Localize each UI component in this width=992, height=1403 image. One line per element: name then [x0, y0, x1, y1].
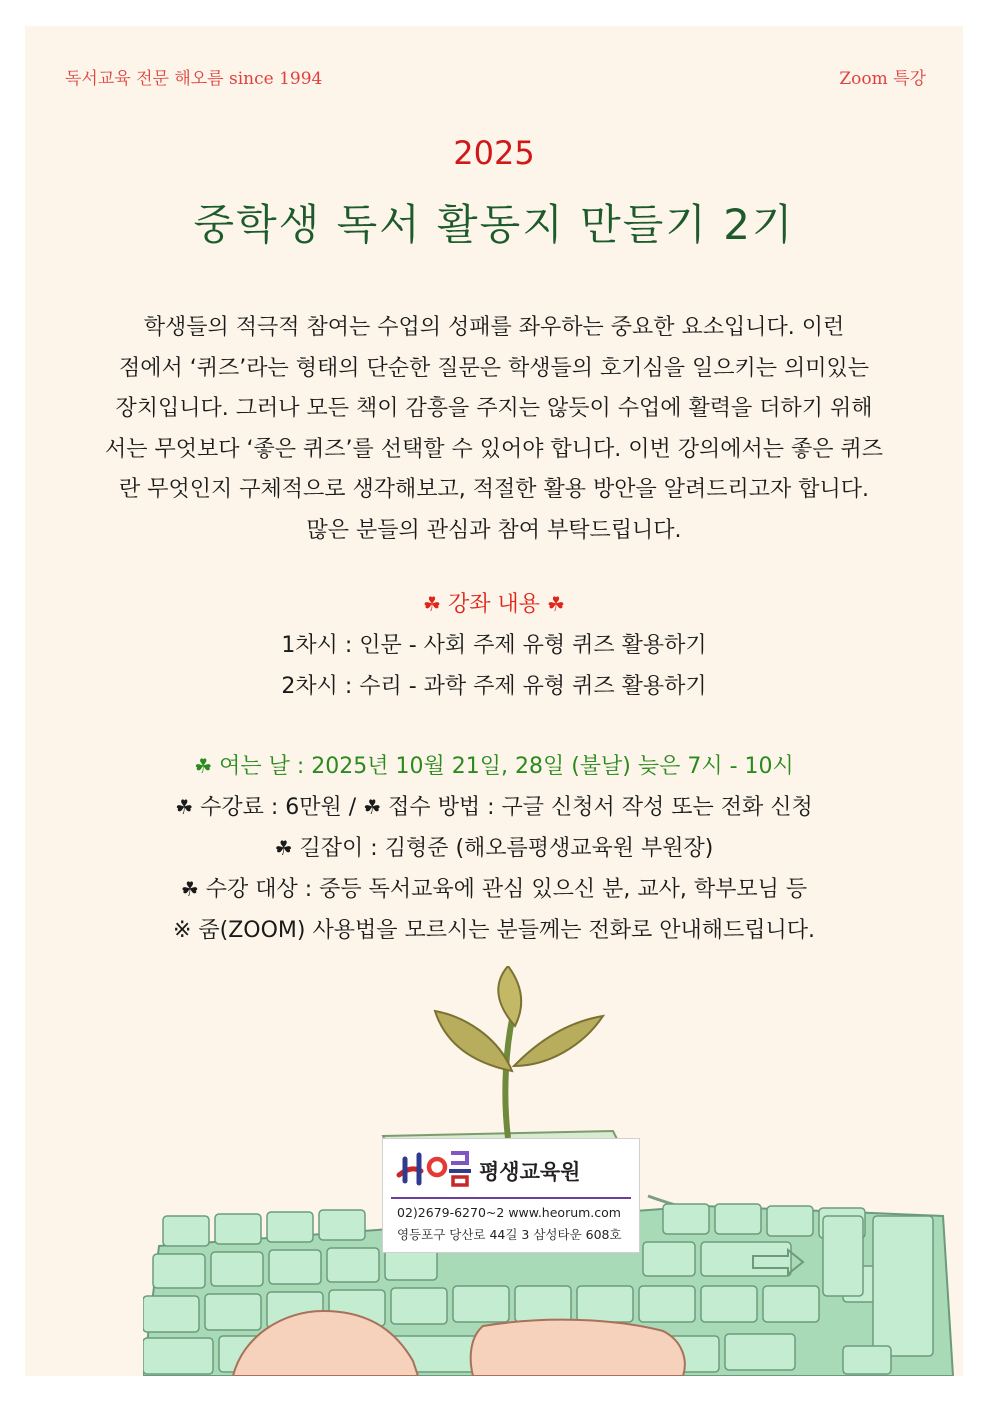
- contents-heading-label: 강좌 내용: [447, 592, 540, 617]
- clover-icon: ☘: [363, 795, 382, 819]
- intro-line: 학생들의 적극적 참여는 수업의 성패를 좌우하는 중요한 요소입니다. 이런: [143, 315, 845, 340]
- intro-line: 점에서 ‘퀴즈’라는 형태의 단순한 질문은 학생들의 호기심을 일으키는 의미있는: [119, 355, 869, 381]
- poster: [25, 26, 963, 1376]
- course-contents: [25, 584, 963, 707]
- session-item: 1차시 : 인문 - 사회 주제 유형 퀴즈 활용하기: [281, 633, 707, 658]
- intro-line: 란 무엇인지 구체적으로 생각해보고, 적절한 활용 방안을 알려드리고자 합니다.: [119, 477, 869, 502]
- contents-heading: [25, 584, 963, 625]
- heorum-logo-mark: [393, 1147, 473, 1189]
- detail-fee-text: 수강료 : 6만원 /: [200, 795, 357, 820]
- detail-instructor: [25, 828, 963, 869]
- detail-audience: [25, 869, 963, 910]
- intro-line: 서는 무엇보다 ‘좋은 퀴즈’를 선택할 수 있어야 합니다. 이번 강의에서는 좋은 퀴즈: [105, 436, 883, 462]
- clover-icon: ☘: [274, 836, 293, 860]
- header-event-type: Zoom 특강: [839, 69, 926, 89]
- organization-logo-card: [382, 1138, 640, 1253]
- clover-icon: ☘: [423, 592, 441, 616]
- intro-line: 장치입니다. 그러나 모든 책이 감흥을 주지는 않듯이 수업에 활력을 더하기 위해: [115, 396, 873, 421]
- detail-date-text: 여는 날 : 2025년 10월 21일, 28일 (불날) 늦은 7시 - 10시: [219, 754, 794, 779]
- intro-paragraph: [25, 308, 963, 551]
- detail-audience-text: 수강 대상 : 중등 독서교육에 관심 있으신 분, 교사, 학부모님 등: [205, 877, 808, 902]
- course-details: [25, 746, 963, 951]
- detail-date: [25, 746, 963, 787]
- detail-fee-apply: [25, 787, 963, 828]
- session-item: 2차시 : 수리 - 과학 주제 유형 퀴즈 활용하기: [281, 674, 707, 699]
- detail-note: ※ 줌(ZOOM) 사용법을 모르시는 분들께는 전화로 안내해드립니다.: [172, 918, 816, 943]
- header-brand: 독서교육 전문 해오름 since 1994: [65, 69, 323, 89]
- intro-line: 많은 분들의 관심과 참여 부탁드립니다.: [306, 517, 682, 543]
- logo-contact: 02)2679-6270~2 www.heorum.com: [397, 1205, 621, 1220]
- clover-icon: ☘: [175, 795, 194, 819]
- detail-apply-text: 접수 방법 : 구글 신청서 작성 또는 전화 신청: [388, 795, 813, 820]
- event-year: 2025: [453, 134, 535, 172]
- detail-instructor-text: 길잡이 : 김형준 (해오름평생교육원 부원장): [299, 836, 714, 861]
- logo-address: 영등포구 당산로 44길 3 삼성타운 608호: [397, 1227, 622, 1242]
- clover-icon: ☘: [180, 877, 199, 901]
- page-title: 중학생 독서 활동지 만들기 2기: [193, 200, 795, 249]
- clover-icon: ☘: [547, 592, 565, 616]
- clover-icon: ☘: [194, 754, 213, 778]
- logo-org-name: 평생교육원: [479, 1160, 581, 1184]
- logo-divider: [391, 1197, 631, 1199]
